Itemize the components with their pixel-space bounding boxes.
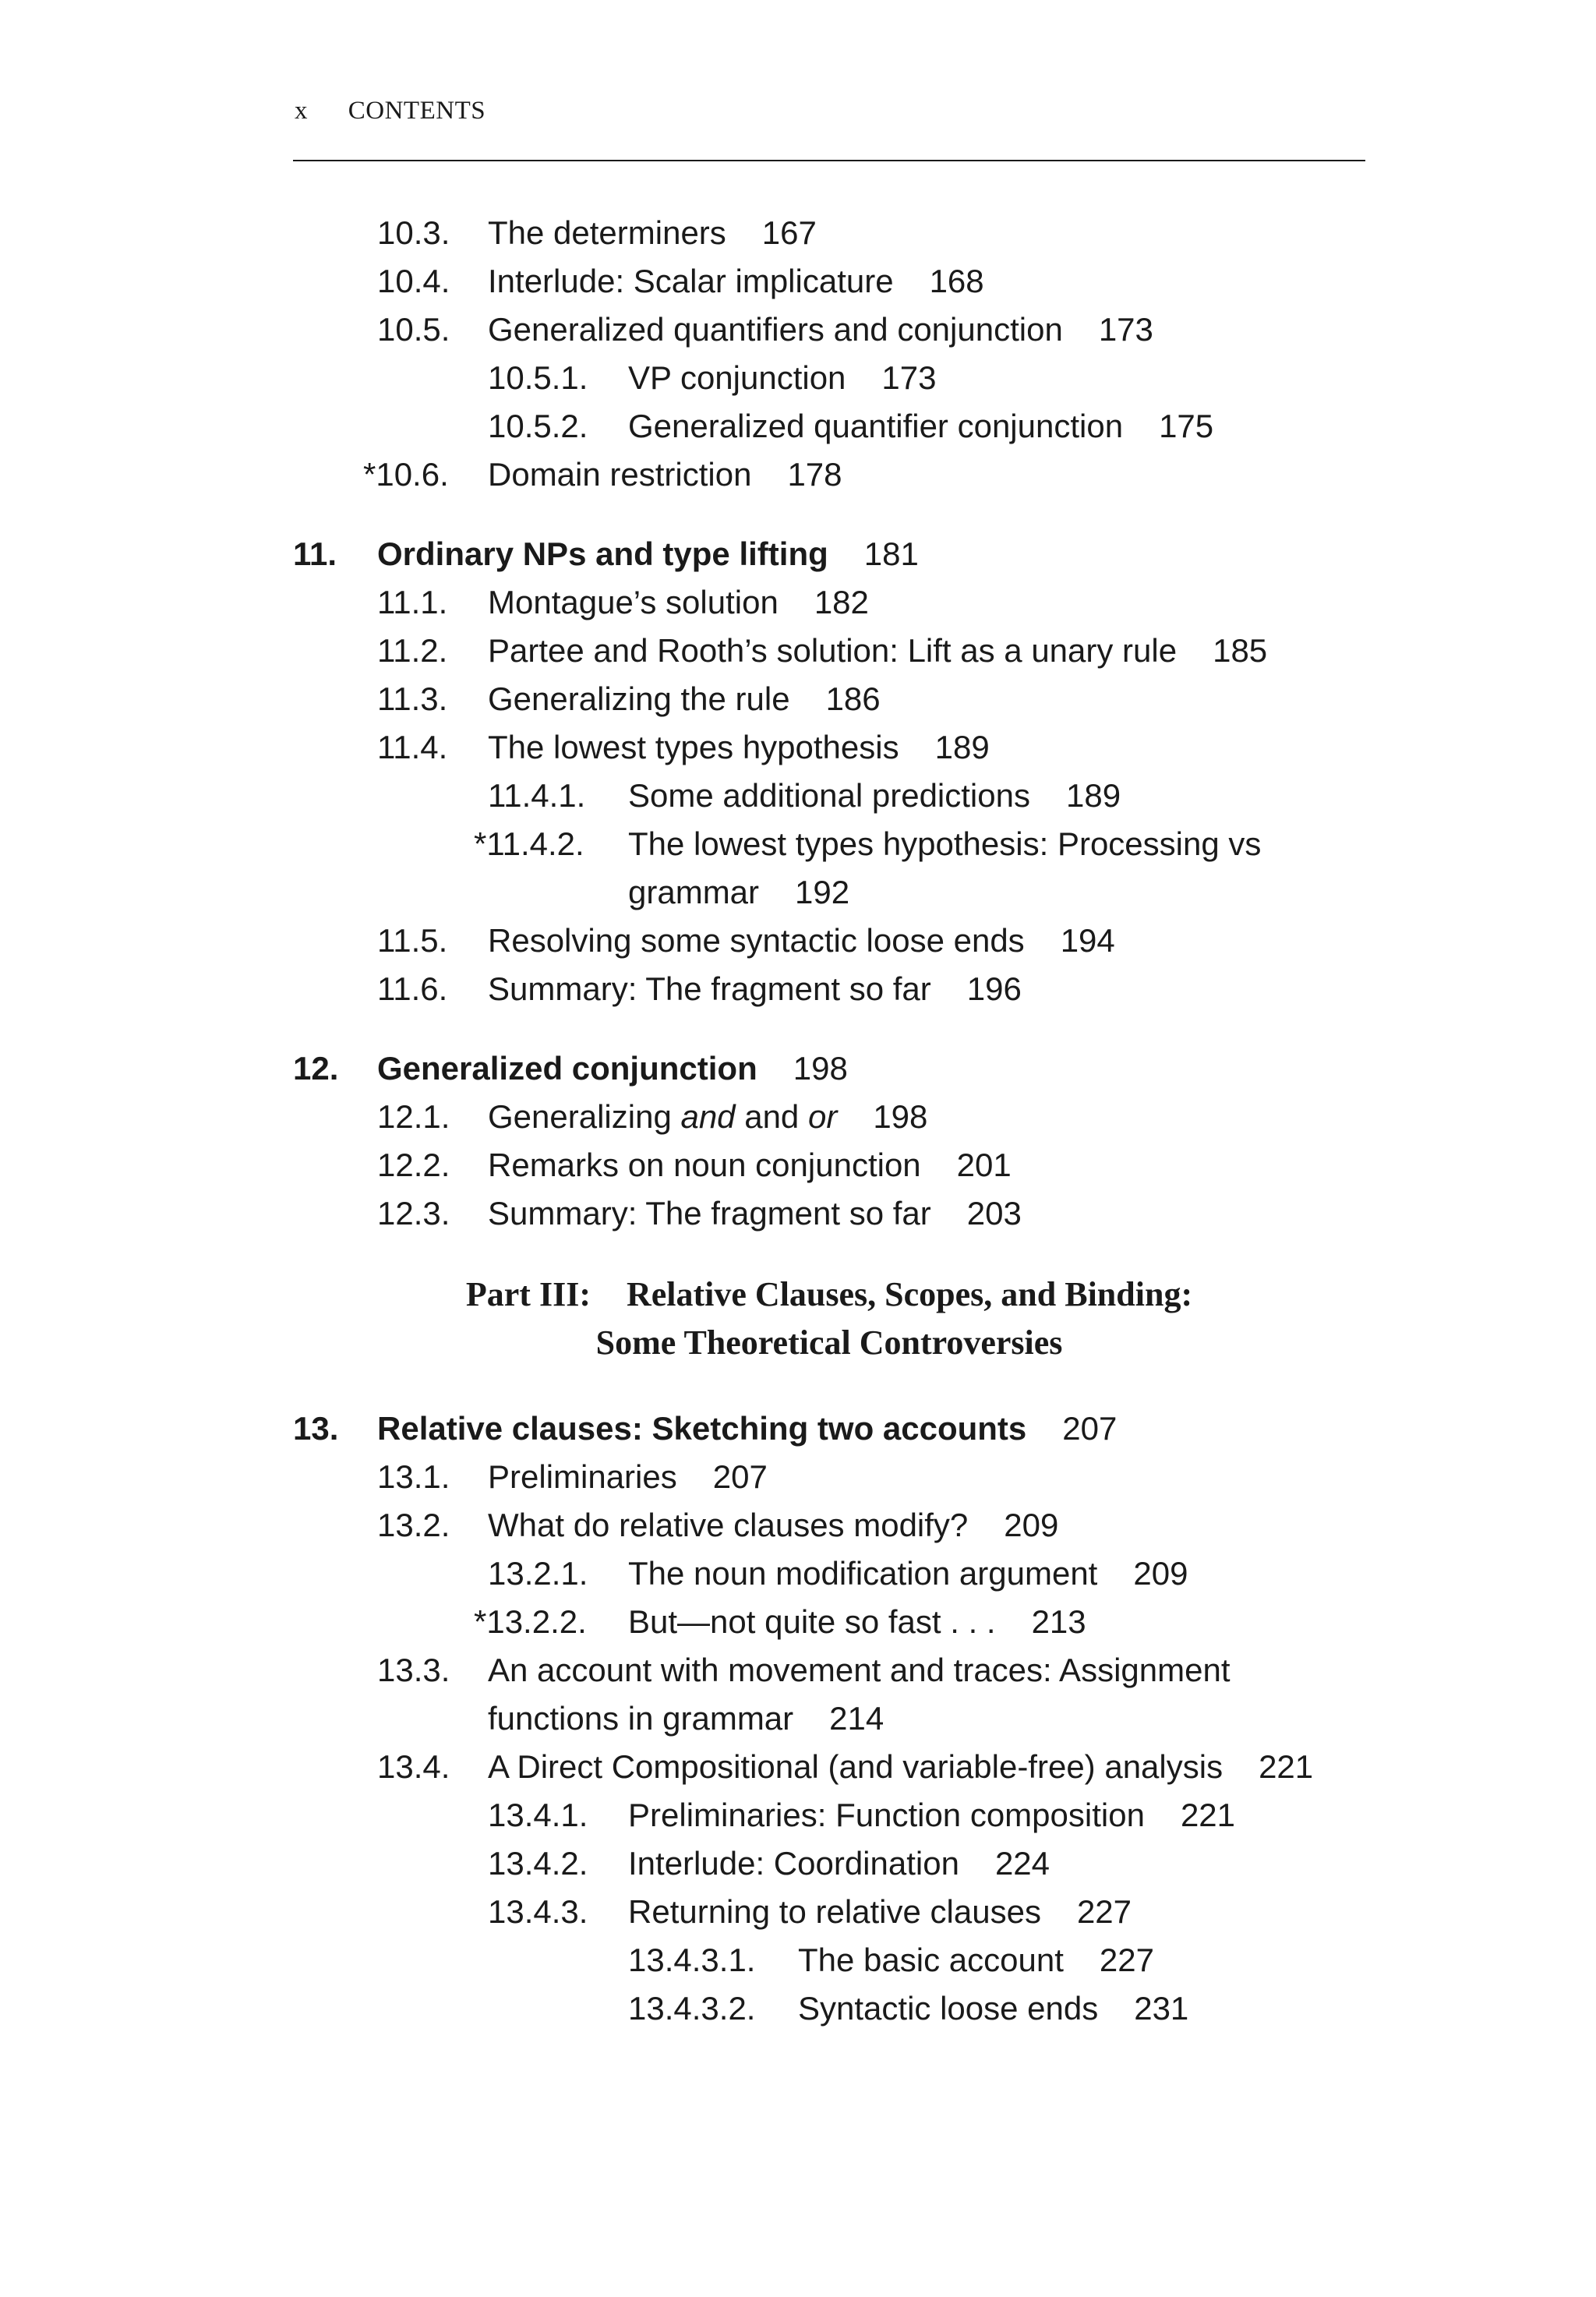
entry-number: 13.2. [377, 1507, 450, 1543]
entry-page-number: 221 [1180, 1797, 1236, 1833]
entry-title: What do relative clauses modify? 209 [488, 1507, 1059, 1543]
toc-section-entry [0, 1839, 1596, 1888]
entry-page-number: 227 [1099, 1942, 1154, 1978]
toc-section-entry [0, 627, 1596, 675]
entry-title: Syntactic loose ends 231 [798, 1990, 1189, 2027]
entry-number: 13.4.2. [488, 1845, 588, 1882]
toc-section-entry [0, 257, 1596, 306]
entry-number: 10.5.2. [488, 408, 588, 444]
toc-chapter-entry [0, 1044, 1596, 1093]
entry-title: VP conjunction 173 [628, 359, 937, 396]
part-title-line-2: Some Theoretical Controversies [595, 1323, 1063, 1362]
toc-section-entry [0, 820, 1596, 917]
entry-title: But—not quite so fast . . . 213 [628, 1603, 1086, 1640]
entry-number: 11.2. [377, 632, 448, 669]
entry-title: Resolving some syntactic loose ends 194 [488, 922, 1115, 959]
entry-title: Partee and Rooth’s solution: Lift as a unary rule 185 [488, 632, 1268, 669]
entry-page-number: 227 [1076, 1893, 1132, 1930]
toc-section-entry [0, 1984, 1596, 2033]
entry-page-number: 207 [1062, 1410, 1118, 1447]
toc-section-entry [0, 1093, 1596, 1141]
entry-title: Interlude: Scalar implicature 168 [488, 263, 984, 299]
entry-title [488, 1646, 1231, 1743]
running-head-label: CONTENTS [348, 97, 486, 125]
toc-chapter-entry [0, 530, 1596, 578]
entry-title: The basic account 227 [798, 1942, 1154, 1978]
entry-page-number: 186 [825, 680, 881, 717]
entry-page-number: 168 [929, 263, 984, 299]
entry-page-number: 189 [934, 729, 990, 765]
toc-section-entry [0, 1646, 1596, 1743]
entry-title: Generalized quantifiers and conjunction 173 [488, 311, 1153, 348]
entry-number: 11.3. [377, 680, 448, 717]
entry-page-number: 209 [1004, 1507, 1059, 1543]
entry-title: Generalized quantifier conjunction 175 [628, 408, 1214, 444]
entry-number: 13.4.3.2. [628, 1990, 756, 2027]
entry-number: 10.4. [377, 263, 450, 299]
entry-page-number: 181 [863, 535, 919, 572]
entry-page-number: 209 [1133, 1555, 1188, 1592]
entry-page-number: 231 [1134, 1990, 1189, 2027]
entry-title: A Direct Compositional (and variable-free) analysis 221 [488, 1748, 1314, 1785]
entry-number: 13.4.1. [488, 1797, 588, 1833]
entry-page-number: 213 [1031, 1603, 1086, 1640]
entry-number: 11. [293, 535, 337, 572]
toc-section-entry [0, 1141, 1596, 1189]
entry-number: 11.1. [377, 584, 448, 620]
page-folio: x [295, 97, 308, 125]
toc-section-entry [0, 1550, 1596, 1598]
entry-page-number: 173 [881, 359, 937, 396]
entry-page-number: 178 [787, 456, 842, 493]
toc-section-entry [0, 1598, 1596, 1646]
entry-title: The determiners 167 [488, 214, 817, 251]
toc-section-entry [0, 209, 1596, 257]
entry-title: Summary: The fragment so far 203 [488, 1195, 1022, 1232]
entry-title: Generalizing and and or 198 [488, 1098, 928, 1135]
entry-number: 12.1. [377, 1098, 450, 1135]
entry-page-number: 203 [966, 1195, 1022, 1232]
entry-page-number: 192 [795, 874, 850, 910]
entry-number: 10.3. [377, 214, 450, 251]
toc-section-entry [0, 354, 1596, 402]
toc-section-entry [0, 1189, 1596, 1238]
entry-title: Interlude: Coordination 224 [628, 1845, 1050, 1882]
entry-page-number: 194 [1060, 922, 1115, 959]
entry-number: 11.6. [377, 970, 448, 1007]
toc-section-entry [0, 451, 1596, 499]
part-title-line-1: Relative Clauses, Scopes, and Binding: [626, 1275, 1193, 1313]
entry-number: *13.2.2. [474, 1603, 587, 1640]
entry-number: 11.4.1. [488, 777, 586, 814]
entry-title-line-1: An account with movement and traces: Assignment [488, 1652, 1231, 1688]
entry-page-number: 198 [793, 1050, 848, 1087]
entry-number: 12.2. [377, 1147, 450, 1183]
toc-section-entry [0, 965, 1596, 1013]
entry-title: Some additional predictions 189 [628, 777, 1121, 814]
entry-number: 13. [293, 1410, 339, 1447]
entry-title: Returning to relative clauses 227 [628, 1893, 1132, 1930]
toc-section-entry [0, 1743, 1596, 1791]
entry-number: 10.5.1. [488, 359, 588, 396]
entry-title: Montague’s solution 182 [488, 584, 869, 620]
entry-number: 13.3. [377, 1652, 450, 1688]
toc-section-entry [0, 306, 1596, 354]
entry-page-number: 173 [1098, 311, 1153, 348]
entry-title: Summary: The fragment so far 196 [488, 970, 1022, 1007]
entry-number: 13.4.3. [488, 1893, 588, 1930]
entry-page-number: 224 [994, 1845, 1050, 1882]
toc-section-entry [0, 578, 1596, 627]
toc-section-entry [0, 1888, 1596, 1936]
entry-number: 12. [293, 1050, 339, 1087]
entry-number: 11.4. [377, 729, 448, 765]
entry-number: 13.4.3.1. [628, 1942, 756, 1978]
toc-section-entry [0, 1501, 1596, 1550]
entry-number: 12.3. [377, 1195, 450, 1232]
toc-section-entry [0, 1936, 1596, 1984]
entry-number: 13.2.1. [488, 1555, 588, 1592]
entry-page-number: 182 [814, 584, 869, 620]
entry-number: *11.4.2. [474, 825, 584, 862]
italic-term: and [680, 1098, 736, 1135]
toc-section-entry [0, 723, 1596, 772]
entry-title-line-2: grammar 192 [628, 874, 850, 910]
entry-page-number: 207 [712, 1458, 768, 1495]
entry-page-number: 189 [1065, 777, 1121, 814]
entry-page-number: 198 [873, 1098, 928, 1135]
toc-section-entry [0, 675, 1596, 723]
toc-section-entry [0, 1791, 1596, 1839]
toc-section-entry [0, 772, 1596, 820]
entry-number: 10.5. [377, 311, 450, 348]
entry-title: Ordinary NPs and type lifting 181 [377, 535, 919, 572]
entry-page-number: 214 [829, 1700, 885, 1737]
part-label: Part III: [465, 1275, 591, 1313]
toc-section-entry [0, 917, 1596, 965]
entry-title-line-1: The lowest types hypothesis: Processing vs [628, 825, 1262, 862]
entry-title-line-2: functions in grammar 214 [488, 1700, 885, 1737]
entry-number: 11.5. [377, 922, 448, 959]
entry-title: Preliminaries 207 [488, 1458, 768, 1495]
entry-page-number: 175 [1159, 408, 1214, 444]
entry-page-number: 196 [966, 970, 1022, 1007]
entry-title: The noun modification argument 209 [628, 1555, 1188, 1592]
entry-title: Preliminaries: Function composition 221 [628, 1797, 1236, 1833]
entry-number: 13.4. [377, 1748, 450, 1785]
entry-number: *10.6. [363, 456, 449, 493]
toc-chapter-entry [0, 1405, 1596, 1453]
toc-section-entry [0, 1453, 1596, 1501]
toc-section-entry [0, 402, 1596, 451]
entry-title: Relative clauses: Sketching two accounts 207 [377, 1410, 1118, 1447]
entry-page-number: 201 [956, 1147, 1012, 1183]
entry-number: 13.1. [377, 1458, 450, 1495]
entry-title: Domain restriction 178 [488, 456, 842, 493]
entry-page-number: 167 [761, 214, 817, 251]
entry-title [628, 820, 1261, 917]
italic-term: or [807, 1098, 838, 1135]
entry-title: The lowest types hypothesis 189 [488, 729, 990, 765]
entry-title: Generalizing the rule 186 [488, 680, 881, 717]
entry-page-number: 185 [1213, 632, 1268, 669]
entry-page-number: 221 [1259, 1748, 1314, 1785]
entry-title: Remarks on noun conjunction 201 [488, 1147, 1012, 1183]
entry-title: Generalized conjunction 198 [377, 1050, 848, 1087]
